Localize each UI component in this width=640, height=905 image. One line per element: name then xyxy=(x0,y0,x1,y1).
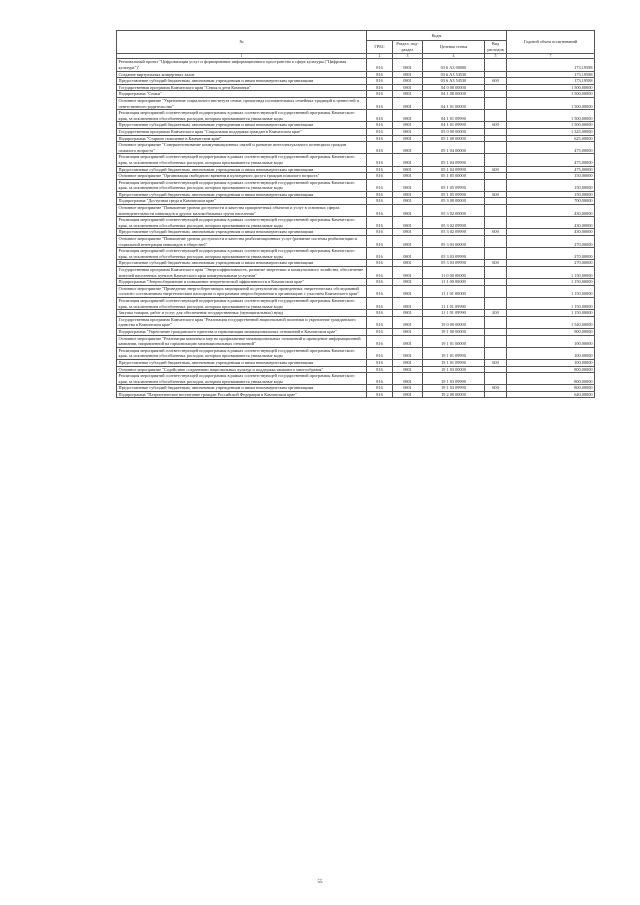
row-razdel-cell: 0801 xyxy=(393,217,423,229)
table-row xyxy=(117,128,595,135)
row-razdel-cell: 0801 xyxy=(393,260,423,267)
row-name-cell: Закупка товаров, работ и услуг для обеспечения государственных (муниципальных) нужд xyxy=(117,310,367,317)
row-name-cell: Основное мероприятие "Повышение уровня доступности и качества приоритетных объектов и услуг в основных сферах жизнедеятельности инвалидов и других маломобильных групп населения" xyxy=(117,205,367,217)
table-row xyxy=(117,71,595,78)
row-grbs-cell: 816 xyxy=(367,59,393,71)
row-amount-cell: 1 150,00000 xyxy=(507,285,595,297)
row-name-cell: Подпрограмма "Укрепление гражданского единства и гармонизация межнациональных отношений в Камчатском крае" xyxy=(117,328,367,335)
row-target-cell: 04 1 00 00000 xyxy=(423,91,485,98)
row-grbs-cell: 816 xyxy=(367,198,393,205)
row-vid-cell xyxy=(485,71,507,78)
table-row xyxy=(117,122,595,129)
row-target-cell: 19 1 01 09990 xyxy=(423,359,485,366)
row-target-cell: 05 1 05 09990 xyxy=(423,179,485,191)
table-row xyxy=(117,248,595,260)
row-vid-cell xyxy=(485,205,507,217)
row-grbs-cell: 816 xyxy=(367,335,393,347)
table-row xyxy=(117,59,595,71)
row-vid-cell: 600 xyxy=(485,191,507,198)
row-name-cell: Подпрограмма "Энергосбережение и повышение энергетической эффективности в Камчатском крае" xyxy=(117,279,367,286)
row-amount-cell: 173,19588 xyxy=(507,59,595,71)
row-grbs-cell: 816 xyxy=(367,84,393,91)
row-target-cell: 05 3 02 09990 xyxy=(423,229,485,236)
row-name-cell: Государственная программа Камчатского края "Семья и дети Камчатки" xyxy=(117,84,367,91)
row-name-cell: Реализация мероприятий соответствующей подпрограммы в рамках соответствующей государственной программы Камчатского края, за исключением обособленных расходов, которым присваиваются уникальные коды xyxy=(117,297,367,309)
row-razdel-cell: 0801 xyxy=(393,205,423,217)
row-grbs-cell: 816 xyxy=(367,260,393,267)
row-vid-cell xyxy=(485,335,507,347)
row-vid-cell: 600 xyxy=(485,78,507,85)
row-amount-cell: 173,19588 xyxy=(507,71,595,78)
row-vid-cell xyxy=(485,173,507,180)
row-name-cell: Подпрограмма "Доступная среда в Камчатском крае" xyxy=(117,198,367,205)
row-target-cell: 05 1 04 09990 xyxy=(423,166,485,173)
row-vid-cell: 600 xyxy=(485,229,507,236)
header-vid: Вид расходов xyxy=(485,41,507,54)
table-row xyxy=(117,335,595,347)
column-number-cell: 1 xyxy=(117,54,367,59)
row-grbs-cell: 816 xyxy=(367,328,393,335)
budget-table-sheet xyxy=(116,30,594,398)
row-amount-cell: 700,00000 xyxy=(507,198,595,205)
row-target-cell: 05 0 00 00000 xyxy=(423,128,485,135)
row-grbs-cell: 816 xyxy=(367,366,393,373)
row-grbs-cell: 816 xyxy=(367,385,393,392)
table-row xyxy=(117,385,595,392)
row-target-cell: 03 6 А3 00000 xyxy=(423,59,485,71)
row-target-cell: 05 3 03 09990 xyxy=(423,260,485,267)
row-name-cell: Реализация мероприятий соответствующей подпрограммы в рамках соответствующей государственной программы Камчатского края, за исключением обособленных расходов, которым присваиваются уникальные коды xyxy=(117,179,367,191)
row-razdel-cell: 0801 xyxy=(393,236,423,248)
row-target-cell: 04 1 01 09990 xyxy=(423,122,485,129)
header-razdel: Раздел, под-раздел xyxy=(393,41,423,54)
table-row xyxy=(117,142,595,154)
row-vid-cell xyxy=(485,198,507,205)
row-target-cell: 05 3 02 00000 xyxy=(423,205,485,217)
row-vid-cell xyxy=(485,373,507,385)
row-name-cell: Основное мероприятие "Реализация комплекса мер по профилактике межнациональных отношений и проведение информационной кампании, направленной на гармонизацию межнациональных отношений" xyxy=(117,335,367,347)
row-target-cell: 05 1 05 00000 xyxy=(423,173,485,180)
row-amount-cell: 475,00000 xyxy=(507,142,595,154)
row-vid-cell xyxy=(485,236,507,248)
row-target-cell: 03 6 А3 54530 xyxy=(423,78,485,85)
table-row xyxy=(117,97,595,109)
table-row xyxy=(117,279,595,286)
row-razdel-cell: 0801 xyxy=(393,248,423,260)
row-target-cell: 04 0 00 00000 xyxy=(423,84,485,91)
row-grbs-cell: 816 xyxy=(367,205,393,217)
row-amount-cell: 100,00000 xyxy=(507,347,595,359)
row-vid-cell xyxy=(485,279,507,286)
row-name-cell: Основное мероприятие "Повышение уровня доступности и качества реабилитационных услуг (развитие системы реабилитации и социальной интеграции инвалидов в обществе)" xyxy=(117,236,367,248)
row-name-cell: Государственная программа Камчатского края "Социальная поддержка граждан в Камчатском крае" xyxy=(117,128,367,135)
row-grbs-cell: 816 xyxy=(367,373,393,385)
row-razdel-cell: 0801 xyxy=(393,142,423,154)
row-amount-cell: 430,00000 xyxy=(507,217,595,229)
row-target-cell: 19 1 01 09990 xyxy=(423,347,485,359)
row-amount-cell: 1 150,00000 xyxy=(507,310,595,317)
row-vid-cell xyxy=(485,328,507,335)
row-target-cell: 05 1 05 09990 xyxy=(423,191,485,198)
row-grbs-cell: 816 xyxy=(367,128,393,135)
row-name-cell: Предоставление субсидий бюджетным, автономным учреждениям и иным некоммерческим организациям xyxy=(117,78,367,85)
row-vid-cell: 600 xyxy=(485,122,507,129)
table-row xyxy=(117,347,595,359)
row-amount-cell: 1 150,00000 xyxy=(507,279,595,286)
row-target-cell: 19 1 03 09990 xyxy=(423,373,485,385)
row-target-cell: 11 0 00 00000 xyxy=(423,267,485,279)
row-razdel-cell: 0801 xyxy=(393,135,423,142)
table-row xyxy=(117,285,595,297)
row-grbs-cell: 816 xyxy=(367,97,393,109)
row-vid-cell xyxy=(485,179,507,191)
row-razdel-cell: 0801 xyxy=(393,328,423,335)
header-number: № xyxy=(117,31,367,54)
row-razdel-cell: 0801 xyxy=(393,285,423,297)
row-amount-cell: 625,00000 xyxy=(507,135,595,142)
row-name-cell: Реализация мероприятий соответствующей подпрограммы в рамках соответствующей государственной программы Камчатского края, за исключением обособленных расходов, которым присваиваются уникальные коды xyxy=(117,110,367,122)
row-name-cell: Предоставление субсидий бюджетным, автономным учреждениям и иным некоммерческим организациям xyxy=(117,260,367,267)
table-row xyxy=(117,191,595,198)
row-target-cell: 19 1 01 00000 xyxy=(423,335,485,347)
header-grbs: ГРБС xyxy=(367,41,393,54)
row-grbs-cell: 816 xyxy=(367,166,393,173)
row-grbs-cell: 816 xyxy=(367,316,393,328)
row-razdel-cell: 0801 xyxy=(393,366,423,373)
row-name-cell: Основное мероприятие "Укрепление социального института семьи, пропаганда положительных семейных традиций и ценностей и ответственного родительства" xyxy=(117,97,367,109)
table-row xyxy=(117,205,595,217)
row-target-cell: 05 1 04 00000 xyxy=(423,142,485,154)
row-amount-cell: 1 325,00000 xyxy=(507,128,595,135)
table-body xyxy=(117,54,595,398)
row-name-cell: Предоставление субсидий бюджетным, автономным учреждениям и иным некоммерческим организациям xyxy=(117,229,367,236)
row-amount-cell: 270,00000 xyxy=(507,248,595,260)
row-vid-cell xyxy=(485,84,507,91)
row-grbs-cell: 816 xyxy=(367,179,393,191)
row-grbs-cell: 816 xyxy=(367,359,393,366)
row-name-cell: Предоставление субсидий бюджетным, автономным учреждениям и иным некоммерческим организациям xyxy=(117,191,367,198)
table-row xyxy=(117,198,595,205)
row-target-cell: 05 3 02 09990 xyxy=(423,217,485,229)
row-name-cell: Создание виртуальных концертных залов xyxy=(117,71,367,78)
row-amount-cell: 1 150,00000 xyxy=(507,267,595,279)
row-name-cell: Государственная программа Камчатского края "Энергоэффективность, развитие энергетики и коммунального хозяйства, обеспечение жителей населенных пунктов Камчатского края коммунальными услугами" xyxy=(117,267,367,279)
row-amount-cell: 800,00000 xyxy=(507,366,595,373)
row-amount-cell: 270,00000 xyxy=(507,260,595,267)
row-amount-cell: 173,19588 xyxy=(507,78,595,85)
table-row xyxy=(117,366,595,373)
row-amount-cell: 475,00000 xyxy=(507,166,595,173)
row-grbs-cell: 816 xyxy=(367,173,393,180)
row-razdel-cell: 0801 xyxy=(393,335,423,347)
row-razdel-cell: 0801 xyxy=(393,59,423,71)
row-name-cell: Предоставление субсидий бюджетным, автономным учреждениям и иным некоммерческим организациям xyxy=(117,122,367,129)
row-amount-cell: 150,00000 xyxy=(507,179,595,191)
row-target-cell: 11 1 01 09990 xyxy=(423,310,485,317)
table-row xyxy=(117,316,595,328)
row-vid-cell: 600 xyxy=(485,260,507,267)
row-vid-cell xyxy=(485,248,507,260)
row-razdel-cell: 0801 xyxy=(393,267,423,279)
column-number-cell: 2 xyxy=(367,54,393,59)
row-target-cell: 19 1 00 00000 xyxy=(423,328,485,335)
table-row xyxy=(117,373,595,385)
table-row xyxy=(117,173,595,180)
row-razdel-cell: 0801 xyxy=(393,122,423,129)
row-name-cell: Реализация мероприятий соответствующей подпрограммы в рамках соответствующей государственной программы Камчатского края, за исключением обособленных расходов, которым присваиваются уникальные коды xyxy=(117,373,367,385)
row-grbs-cell: 816 xyxy=(367,229,393,236)
row-name-cell: Предоставление субсидий бюджетным, автономным учреждениям и иным некоммерческим организациям xyxy=(117,166,367,173)
row-grbs-cell: 816 xyxy=(367,217,393,229)
row-amount-cell: 150,00000 xyxy=(507,173,595,180)
table-row xyxy=(117,135,595,142)
row-amount-cell: 150,00000 xyxy=(507,191,595,198)
row-vid-cell: 200 xyxy=(485,310,507,317)
table-row xyxy=(117,217,595,229)
row-vid-cell xyxy=(485,217,507,229)
row-razdel-cell: 0801 xyxy=(393,173,423,180)
row-razdel-cell: 0801 xyxy=(393,347,423,359)
row-target-cell: 04 1 01 09990 xyxy=(423,110,485,122)
table-row xyxy=(117,166,595,173)
row-target-cell: 11 1 01 00000 xyxy=(423,285,485,297)
row-vid-cell xyxy=(485,91,507,98)
row-name-cell: Реализация мероприятий соответствующей подпрограммы в рамках соответствующей государственной программы Камчатского края, за исключением обособленных расходов, которым присваиваются уникальные коды xyxy=(117,154,367,166)
row-grbs-cell: 816 xyxy=(367,142,393,154)
row-target-cell: 19 1 03 09990 xyxy=(423,385,485,392)
row-razdel-cell: 0801 xyxy=(393,297,423,309)
header-volume: Годовой объем ассигнований xyxy=(507,31,595,54)
row-razdel-cell: 0801 xyxy=(393,179,423,191)
row-name-cell: Реализация мероприятий соответствующей подпрограммы в рамках соответствующей государственной программы Камчатского края, за исключением обособленных расходов, которым присваиваются уникальные коды xyxy=(117,217,367,229)
table-row xyxy=(117,179,595,191)
row-target-cell: 05 3 03 00000 xyxy=(423,236,485,248)
table-row xyxy=(117,297,595,309)
row-amount-cell: 900,00000 xyxy=(507,328,595,335)
row-amount-cell: 1 500,00000 xyxy=(507,84,595,91)
row-name-cell: Подпрограмма "Старшее поколение в Камчатском крае" xyxy=(117,135,367,142)
row-razdel-cell: 0801 xyxy=(393,84,423,91)
column-number-cell: 7 xyxy=(507,54,595,59)
table-row xyxy=(117,110,595,122)
row-razdel-cell: 0801 xyxy=(393,71,423,78)
column-number-cell: 5 xyxy=(485,54,507,59)
row-name-cell: Реализация мероприятий соответствующей подпрограммы в рамках соответствующей государственной программы Камчатского края, за исключением обособленных расходов, которым присваиваются уникальные коды xyxy=(117,248,367,260)
row-target-cell: 05 1 00 00000 xyxy=(423,135,485,142)
row-target-cell: 05 3 03 09990 xyxy=(423,248,485,260)
table-row xyxy=(117,328,595,335)
row-grbs-cell: 816 xyxy=(367,191,393,198)
row-vid-cell xyxy=(485,110,507,122)
row-grbs-cell: 816 xyxy=(367,122,393,129)
row-name-cell: Основное мероприятие "Содействие сохранению национальных культур и поддержка языкового многообразия" xyxy=(117,366,367,373)
table-row xyxy=(117,359,595,366)
row-target-cell: 11 1 01 09990 xyxy=(423,297,485,309)
row-vid-cell xyxy=(485,128,507,135)
row-amount-cell: 1 150,00000 xyxy=(507,297,595,309)
row-razdel-cell: 0801 xyxy=(393,316,423,328)
row-name-cell: Основное мероприятие "Совершенствование коммуникационных связей и развитие интеллектуального потенциала граждан пожилого возраста" xyxy=(117,142,367,154)
table-row xyxy=(117,78,595,85)
row-grbs-cell: 816 xyxy=(367,347,393,359)
row-vid-cell xyxy=(485,59,507,71)
row-vid-cell: 600 xyxy=(485,359,507,366)
row-razdel-cell: 0801 xyxy=(393,229,423,236)
row-name-cell: Основное мероприятие "Проведение энергосберегающих мероприятий по результатам проведенных энергетических обследований согласно составленным энергетическим паспортам и программам энергосбережения в организациях с участием Камчатского края" xyxy=(117,285,367,297)
row-target-cell: 03 6 А3 54530 xyxy=(423,71,485,78)
row-grbs-cell: 816 xyxy=(367,310,393,317)
row-razdel-cell: 0801 xyxy=(393,91,423,98)
row-amount-cell: 430,00000 xyxy=(507,229,595,236)
header-target: Целевая статья xyxy=(423,41,485,54)
table-row xyxy=(117,154,595,166)
row-vid-cell xyxy=(485,391,507,398)
row-amount-cell: 100,00000 xyxy=(507,335,595,347)
row-razdel-cell: 0801 xyxy=(393,385,423,392)
row-vid-cell xyxy=(485,297,507,309)
row-razdel-cell: 0801 xyxy=(393,128,423,135)
table-row xyxy=(117,91,595,98)
row-razdel-cell: 0801 xyxy=(393,166,423,173)
table-row xyxy=(117,84,595,91)
row-amount-cell: 800,00000 xyxy=(507,373,595,385)
row-vid-cell xyxy=(485,347,507,359)
row-razdel-cell: 0801 xyxy=(393,110,423,122)
row-amount-cell: 1 540,00000 xyxy=(507,316,595,328)
row-grbs-cell: 816 xyxy=(367,135,393,142)
row-grbs-cell: 816 xyxy=(367,236,393,248)
column-number-cell: 4 xyxy=(423,54,485,59)
row-name-cell: Предоставление субсидий бюджетным, автономным учреждениям и иным некоммерческим организациям xyxy=(117,385,367,392)
row-vid-cell xyxy=(485,316,507,328)
row-grbs-cell: 816 xyxy=(367,285,393,297)
row-target-cell: 19 0 00 00000 xyxy=(423,316,485,328)
row-grbs-cell: 816 xyxy=(367,91,393,98)
row-amount-cell: 800,00000 xyxy=(507,385,595,392)
row-vid-cell xyxy=(485,366,507,373)
row-razdel-cell: 0801 xyxy=(393,359,423,366)
row-grbs-cell: 816 xyxy=(367,71,393,78)
budget-table xyxy=(116,30,595,398)
row-razdel-cell: 0801 xyxy=(393,78,423,85)
row-grbs-cell: 816 xyxy=(367,391,393,398)
row-grbs-cell: 816 xyxy=(367,267,393,279)
row-grbs-cell: 816 xyxy=(367,78,393,85)
row-name-cell: Предоставление субсидий бюджетным, автономным учреждениям и иным некоммерческим организациям xyxy=(117,359,367,366)
row-razdel-cell: 0801 xyxy=(393,373,423,385)
table-row xyxy=(117,267,595,279)
row-name-cell: Подпрограмма "Семья" xyxy=(117,91,367,98)
row-target-cell: 19 1 03 00000 xyxy=(423,366,485,373)
row-grbs-cell: 816 xyxy=(367,297,393,309)
row-amount-cell: 1 500,00000 xyxy=(507,97,595,109)
table-row xyxy=(117,229,595,236)
row-razdel-cell: 0801 xyxy=(393,279,423,286)
row-name-cell: Подпрограмма "Патриотическое воспитание граждан Российской Федерации в Камчатском крае" xyxy=(117,391,367,398)
row-vid-cell xyxy=(485,135,507,142)
row-name-cell: Основное мероприятие "Организация свободного времени и культурного досуга граждан пожилого возраста" xyxy=(117,173,367,180)
page-number: 55 xyxy=(317,880,323,885)
table-row xyxy=(117,236,595,248)
row-vid-cell xyxy=(485,154,507,166)
row-amount-cell: 1 500,00000 xyxy=(507,110,595,122)
row-vid-cell xyxy=(485,285,507,297)
row-target-cell: 19 2 00 00000 xyxy=(423,391,485,398)
row-name-cell: Реализация мероприятий соответствующей подпрограммы в рамках соответствующей государственной программы Камчатского края, за исключением обособленных расходов, которым присваиваются уникальные коды xyxy=(117,347,367,359)
row-grbs-cell: 816 xyxy=(367,110,393,122)
column-number-cell: 3 xyxy=(393,54,423,59)
row-grbs-cell: 816 xyxy=(367,154,393,166)
row-name-cell: Государственная программа Камчатского края "Реализация государственной национальной политики и укрепление гражданского единства в Камчатском крае" xyxy=(117,316,367,328)
row-amount-cell: 1 500,00000 xyxy=(507,91,595,98)
row-vid-cell: 600 xyxy=(485,166,507,173)
row-name-cell: Региональный проект "Цифровизация услуг и формирование информационного пространства в сфере культуры ("Цифровая культура")" xyxy=(117,59,367,71)
row-razdel-cell: 0801 xyxy=(393,391,423,398)
row-target-cell: 04 1 01 00000 xyxy=(423,97,485,109)
header-codes: Коды xyxy=(367,31,507,41)
row-razdel-cell: 0801 xyxy=(393,198,423,205)
row-target-cell: 05 3 00 00000 xyxy=(423,198,485,205)
row-vid-cell xyxy=(485,97,507,109)
row-amount-cell: 1 500,00000 xyxy=(507,122,595,129)
row-target-cell: 05 1 04 09990 xyxy=(423,154,485,166)
table-row xyxy=(117,260,595,267)
row-vid-cell xyxy=(485,142,507,154)
row-razdel-cell: 0801 xyxy=(393,97,423,109)
row-amount-cell: 475,00000 xyxy=(507,154,595,166)
table-row xyxy=(117,310,595,317)
row-amount-cell: 270,00000 xyxy=(507,236,595,248)
row-vid-cell: 600 xyxy=(485,385,507,392)
row-vid-cell xyxy=(485,267,507,279)
row-amount-cell: 640,00000 xyxy=(507,391,595,398)
row-razdel-cell: 0801 xyxy=(393,154,423,166)
row-razdel-cell: 0801 xyxy=(393,310,423,317)
table-row xyxy=(117,391,595,398)
row-amount-cell: 430,00000 xyxy=(507,205,595,217)
row-amount-cell: 100,00000 xyxy=(507,359,595,366)
row-target-cell: 11 1 00 00000 xyxy=(423,279,485,286)
row-razdel-cell: 0801 xyxy=(393,191,423,198)
row-grbs-cell: 816 xyxy=(367,279,393,286)
row-grbs-cell: 816 xyxy=(367,248,393,260)
